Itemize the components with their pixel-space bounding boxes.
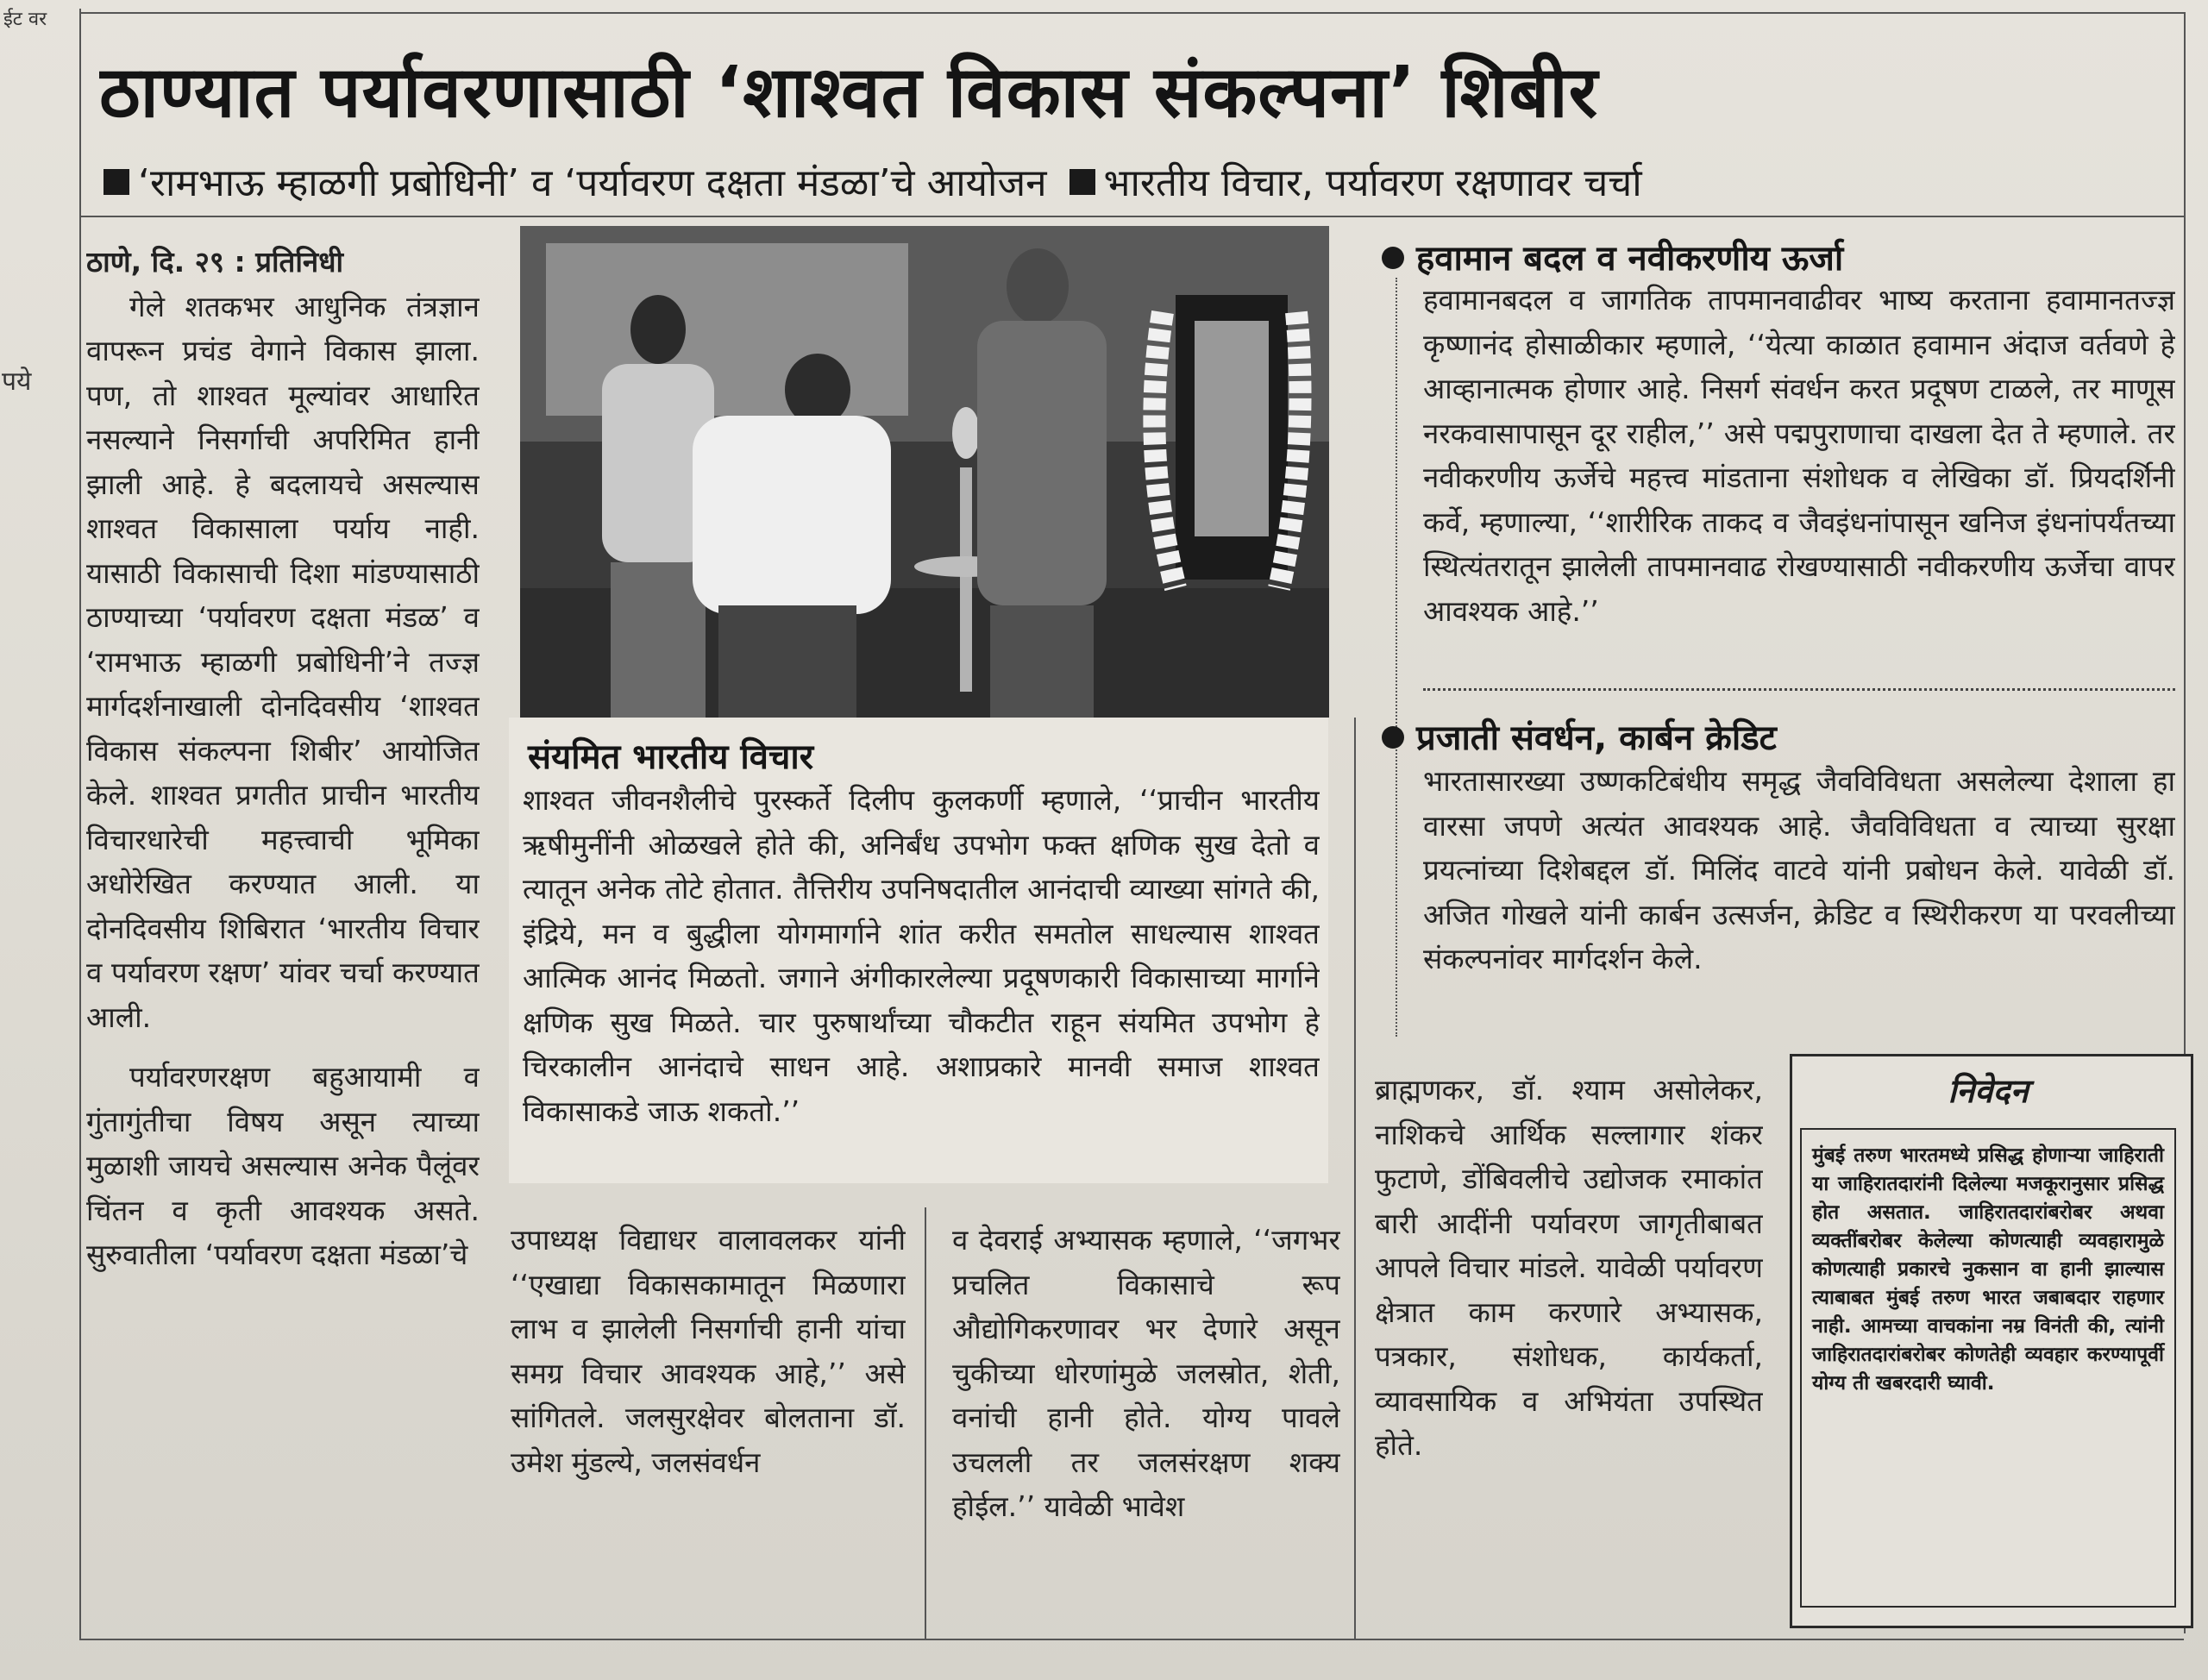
column-rule-2: [925, 1207, 926, 1639]
article-column-3: व देवराई अभ्यासक म्हणाले, ‘‘जगभर प्रचलित विकासाचे रूप औद्योगिकरणावर भर देणारे असून चुकीच्या धोरणांमुळे जलस्रोत, शेती, वनांची हानी होते. योग्य पावले उचलली तर जलसंरक्षण शक्य होईल.’’ यावेळी भावेश: [952, 1223, 1340, 1523]
section2-heading-text: प्रजाती संवर्धन, कार्बन क्रेडिट: [1416, 718, 1777, 758]
article-column-4: ब्राह्मणकर, डॉ. श्याम असोलेकर, नाशिकचे आर्थिक सल्लागार शंकर फुटाणे, डोंबिवलीचे उद्योजक रमाकांत बारी आदींनी पर्यावरण जागृतीबाबत आपले विचार मांडले. यावेळी पर्यावरण क्षेत्रात काम करणारे अभ्यासक, पत्रकार, संशोधक, कार्यकर्ता, व्यावसायिक व अभियंता उपस्थित होते.: [1375, 1073, 1763, 1462]
top-left-fragment: ईट वर: [3, 9, 47, 30]
subheadline-rule: [79, 216, 2184, 217]
round-bullet-icon: [1382, 726, 1404, 749]
lamp-lighting-photo-illustration: [520, 226, 1329, 718]
column1-paragraph-1: गेले शतकभर आधुनिक तंत्रज्ञान वापरून प्रचंड वेगाने विकास झाला. पण, तो शाश्वत मूल्यांवर आधारित नसल्याने निसर्गाची अपरिमित हानी झाली आहे. हे बदलायचे असल्यास शाश्वत विकासाला पर्याय नाही. यासाठी विकासाची दिशा मांडण्यासाठी ठाण्याच्या ‘पर्यावरण दक्षता मंडळ’ व ‘रामभाऊ म्हाळगी प्रबोधिनी’ने तज्ज्ञ मार्गदर्शनाखाली दोनदिवसीय ‘शाश्वत विकास संकल्पना शिबीर’ आयोजित केले. शाश्वत प्रगतीत प्राचीन भारतीय विचारधारेची महत्त्वाची भूमिका अधोरेखित करण्यात आली. या दोनदिवसीय शिबिरात ‘भारतीय विचार व पर्यावरण रक्षण’ यांवर चर्चा करण्यात आली.: [86, 289, 480, 1034]
sidebar-dotted-rule: [1396, 278, 1397, 1037]
subheadline: [104, 154, 2156, 214]
left-column-rule: [79, 9, 81, 1639]
top-rule: [79, 12, 2184, 14]
article-column-2: उपाध्यक्ष विद्याधर वालावलकर यांनी ‘‘एखाद्या विकासकामातून मिळणारा लाभ व झालेली निसर्गाची हानी यांचा समग्र विचार आवश्यक आहे,’’ असे सांगितले. जलसुरक्षेवर बोलताना डॉ. उमेश मुंडल्ये, जलसंवर्धन: [511, 1223, 906, 1479]
round-bullet-icon: [1382, 247, 1404, 269]
caption-heading: संयमित भारतीय विचार: [528, 737, 814, 777]
section1-heading-text: हवामान बदल व नवीकरणीय ऊर्जा: [1416, 239, 1844, 279]
bottom-rule: [79, 1639, 2184, 1640]
event-photo: [520, 226, 1329, 718]
section2-body: भारतासारख्या उष्णकटिबंधीय समृद्ध जैवविविधता असलेल्या देशाला हा वारसा जपणे अत्यंत आवश्यक आहे. जैवविविधता व त्याच्या सुरक्षा प्रयत्नांच्या दिशेबद्दल डॉ. मिलिंद वाटवे यांनी प्रबोधन केले. यावेळी डॉ. अजित गोखले यांनी कार्बन उत्सर्जन, क्रेडिट व स्थिरीकरण या परवलीच्या संकल्पनांवर मार्गदर्शन केले.: [1423, 764, 2175, 975]
headline: ठाण्यात पर्यावरणासाठी ‘शाश्वत विकास संकल्पना’ शिबीर: [99, 52, 1599, 134]
notice-body: मुंबई तरुण भारतमध्ये प्रसिद्ध होणाऱ्या जाहिराती या जाहिरातदारांनी दिलेल्या मजकूरानुसार प्रसिद्ध होत असतात. जाहिरातदारांबरोबर अथवा व्यक्तींबरोबर केलेल्या कोणत्याही व्यवहारामुळे कोणत्याही प्रकारचे नुकसान वा हानी झाल्यास त्याबाबत मुंबई तरुण भारत जबाबदार राहणार नाही. आमच्या वाचकांना नम्र विनंती की, त्यांनी जाहिरातदारांबरोबर कोणतेही व्यवहार करण्यापूर्वी योग्य ती खबरदारी घ्यावी.: [1800, 1128, 2176, 1608]
section1-body: हवामानबदल व जागतिक तापमानवाढीवर भाष्य करताना हवामानतज्ज्ञ कृष्णानंद होसाळीकार म्हणाले, ‘‘येत्या काळात हवामान अंदाज वर्तवणे हे आव्हानात्मक होणार आहे. निसर्ग संवर्धन करत प्रदूषण टाळले, तर माणूस नरकवासापासून दूर राहील,’’ असे पद्मपुराणाचा दाखला देत ते म्हणाले. तर नवीकरणीय ऊर्जेचे महत्त्व मांडताना संशोधक व लेखिका डॉ. प्रियदर्शिनी कर्वे, म्हणाल्या, ‘‘शारीरिक ताकद व जैवइंधनांपासून खनिज इंधनांपर्यंतच्या स्थित्यंतरातून झालेली तापमानवाढ रोखण्यासाठी नवीकरणीय ऊर्जेचा वापर आवश्यक आहे.’’: [1423, 283, 2175, 628]
article-column-1: [86, 240, 480, 1628]
square-bullet-icon: [104, 169, 129, 195]
section-divider: [1423, 688, 2175, 691]
notice-title: निवेदन: [1948, 1072, 2029, 1110]
section1-heading: [1382, 233, 1843, 280]
subheadline-part2: भारतीय विचार, पर्यावरण रक्षणावर चर्चा: [1103, 161, 1642, 205]
column-rule-3: [1354, 718, 1356, 1639]
subheadline-part1: ‘रामभाऊ म्हाळगी प्रबोधिनी’ व ‘पर्यावरण दक्षता मंडळा’चे आयोजन: [138, 161, 1047, 205]
section2-heading: [1382, 712, 1777, 760]
left-side-fragment: पये: [2, 367, 32, 397]
dateline: ठाणे, दि. २९ : प्रतिनिधी: [86, 245, 344, 279]
column1-paragraph-2: पर्यावरणरक्षण बहुआयामी व गुंतागुंतीचा विषय असून त्याच्या मुळाशी जायचे असल्यास अनेक पैलूंवर चिंतन व कृती आवश्यक असते. सुरुवातीला ‘पर्यावरण दक्षता मंडळा’चे: [86, 1060, 480, 1271]
square-bullet-icon: [1070, 169, 1095, 195]
caption-body: शाश्वत जीवनशैलीचे पुरस्कर्ते दिलीप कुलकर्णी म्हणाले, ‘‘प्राचीन भारतीय ऋषीमुनींनी ओळखले होते की, अनिर्बंध उपभोग फक्त क्षणिक सुख देतो व त्यातून अनेक तोटे होतात. तैत्तिरीय उपनिषदातील आनंदाची व्याख्या सांगते की, इंद्रिये, मन व बुद्धीला योगमार्गाने शांत करीत समतोल साधल्यास शाश्वत आत्मिक आनंद मिळतो. जगाने अंगीकारलेल्या प्रदूषणकारी विकासाच्या मार्गाने क्षणिक सुख मिळते. चार पुरुषार्थांच्या चौकटीत राहून संयमित उपभोग हे चिरकालीन आनंदाचे साधन आहे. अशाप्रकारे मानवी समाज शाश्वत विकासाकडे जाऊ शकतो.’’: [523, 783, 1320, 1128]
